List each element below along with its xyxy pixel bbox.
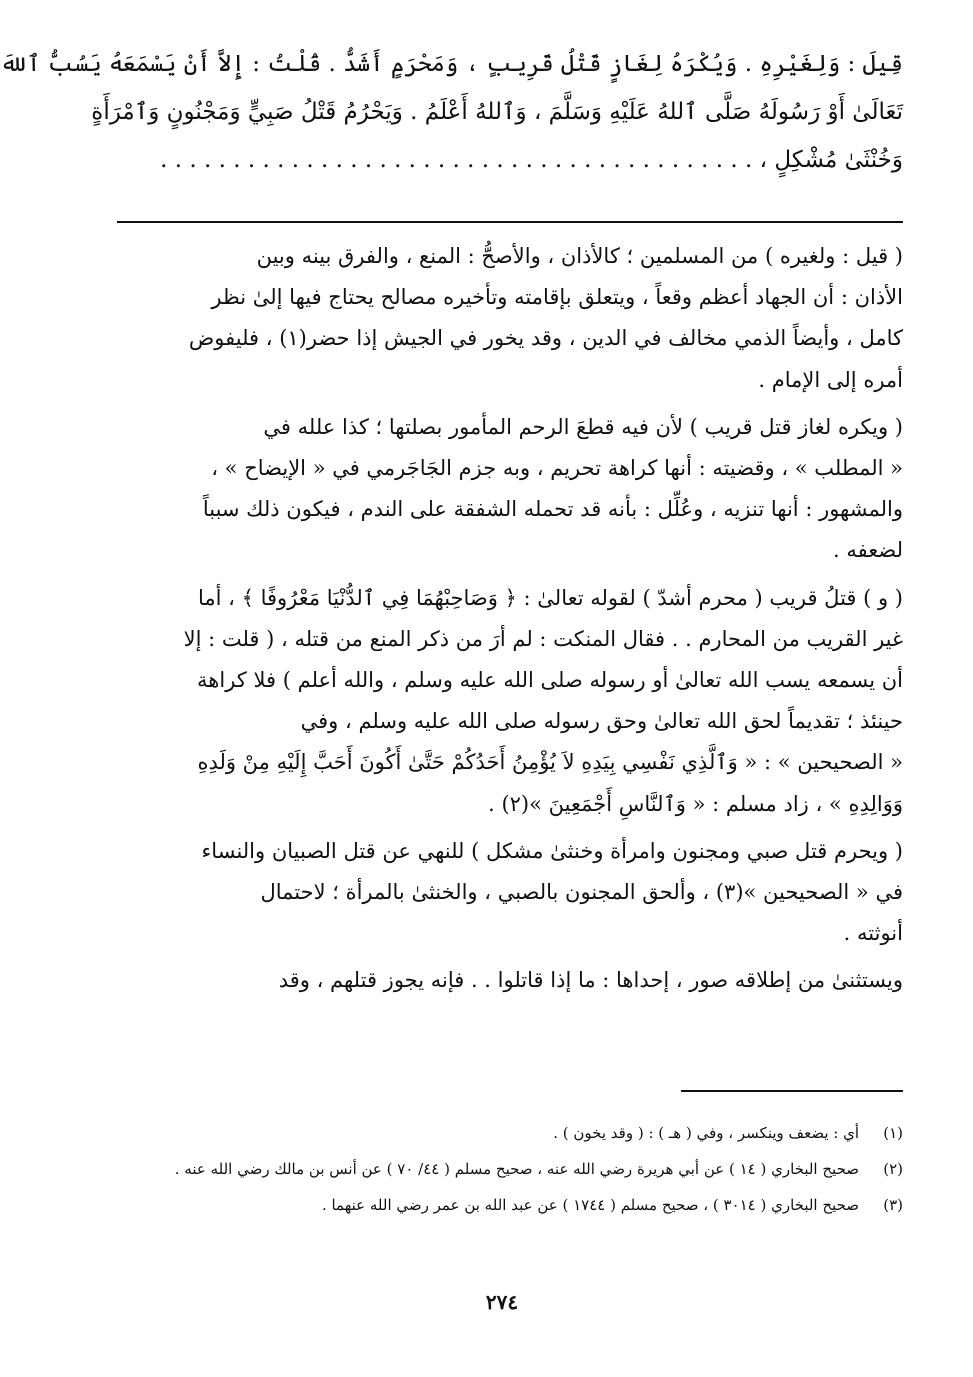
commentary-line: في « الصحيحين »(٣) ، وألحق المجنون بالصبي ، والخنثىٰ بالمرأة ؛ لاحتمال <box>260 880 903 905</box>
matn-line: وَخُنْثَىٰ مُشْكِلٍ ، . . . . . . . . . . . . . . . . . . . . . . . . . . . . . . . . . . . . . . . . . <box>160 147 903 173</box>
commentary-paragraph <box>117 407 903 572</box>
commentary-line: والمشهور : أنها تنزيه ، وعُلِّل : بأنه قد تحمله الشفقة على الندم ، فيكون ذلك سبباً <box>202 497 903 522</box>
footnote-text: أي : يضعف وينكسر ، وفي ( هـ ) : ( وقد يخون ) . <box>553 1124 859 1142</box>
commentary-line: ( ويحرم قتل صبي ومجنون وامرأة وخنثىٰ مشكل ) للنهي عن قتل الصبيان والنساء <box>201 838 903 863</box>
footnote <box>117 1190 903 1220</box>
commentary-paragraph <box>117 831 903 955</box>
commentary-line: ( ويكره لغاز قتل قريب ) لأن فيه قطعَ الرحم المأمور بصلتها ؛ كذا علله في <box>263 414 903 439</box>
commentary-line: ويستثنىٰ من إطلاقه صور ، إحداها : ما إذا قاتلوا . . فإنه يجوز قتلهم ، وقد <box>278 968 903 993</box>
footnote-text: صحيح البخاري ( ٣٠١٤ ) ، صحيح مسلم ( ١٧٤٤ ) عن عبد الله بن عمر رضي الله عنهما . <box>321 1196 859 1214</box>
matn-line: قِيلَ : وَلِغَيْرِهِ . وَيُكْرَهُ لِغَازٍ قَتْلُ قَرِيبٍ ، وَمَحْرَمٍ أَشَدُّ . قُلْتُ : إِلاَّ أَنْ يَسْمَعَهُ يَسُبُّ ٱللهَ <box>0 51 903 77</box>
footnote-number: (١) <box>883 1124 903 1142</box>
commentary-line: لضعفه . <box>833 538 903 563</box>
footnote-number: (٢) <box>883 1160 903 1178</box>
commentary-line: الأذان : أن الجهاد أعظم وقعاً ، ويتعلق بإقامته وتأخيره مصالح يحتاج فيها إلىٰ نظر <box>211 285 903 310</box>
commentary-text-block <box>117 236 903 1002</box>
matn-divider <box>117 221 903 223</box>
footnote <box>117 1118 903 1148</box>
footnote <box>117 1154 903 1184</box>
matn-line: تَعَالَىٰ أَوْ رَسُولَهُ صَلَّى ٱللهُ عَلَيْهِ وَسَلَّمَ ، وَٱللهُ أَعْلَمُ . وَيَحْرُمُ قَتْلُ صَبِيٍّ وَمَجْنُونٍ وَٱمْرَأَةٍ <box>91 99 903 125</box>
commentary-line: غير القريب من المحارم . . فقال المنكت : لم أرَ من ذكر المنع من قتله ، ( قلت : إلا <box>183 626 903 651</box>
commentary-line: « المطلب » ، وقضيته : أنها كراهة تحريم ، وبه جزم الجَاجَرمي في « الإيضاح » ، <box>211 456 903 481</box>
commentary-line: حينئذ ؛ تقديماً لحق الله تعالىٰ وحق رسوله صلى الله عليه وسلم ، وفي <box>300 709 903 734</box>
footnote-text: صحيح البخاري ( ١٤ ) عن أبي هريرة رضي الله عنه ، صحيح مسلم ( ٤٤/ ٧٠ ) عن أنس بن مالك رضي الله عنه . <box>174 1160 859 1178</box>
commentary-line: أنوثته . <box>843 921 903 946</box>
matn-text-block <box>0 40 903 184</box>
footnote-divider <box>681 1090 903 1092</box>
commentary-line: أمره إلى الإمام . <box>758 367 903 392</box>
commentary-line: وَوَالِدِهِ » ، زاد مسلم : « وَٱلنَّاسِ أَجْمَعِينَ »(٢) . <box>488 791 903 816</box>
commentary-line: أن يسمعه يسب الله تعالىٰ أو رسوله صلى الله عليه وسلم ، والله أعلم ) فلا كراهة <box>197 668 903 693</box>
commentary-paragraph <box>117 236 903 401</box>
commentary-line: « الصحيحين » : « وَٱلَّذِي نَفْسِي بِيَدِهِ لاَ يُؤْمِنُ أَحَدُكُمْ حَتَّىٰ أَكُونَ أَحَبَّ إِلَيْهِ مِنْ وَلَدِهِ <box>197 750 903 775</box>
commentary-line: ( و ) قتلُ قريب ( محرم أشدّ ) لقوله تعالىٰ : ﴿ وَصَاحِبْهُمَا فِي ٱلدُّنْيَا مَعْرُوفًا ﴾ ، أما <box>197 585 903 610</box>
commentary-paragraph <box>117 960 903 1001</box>
page-number: ٢٧٤ <box>485 1290 519 1314</box>
commentary-paragraph <box>117 578 903 825</box>
commentary-line: كامل ، وأيضاً الذمي مخالف في الدين ، وقد يخور في الجيش إذا حضر(١) ، فليفوض <box>188 326 903 351</box>
footnotes-block <box>117 1118 903 1226</box>
commentary-line: ( قيل : ولغيره ) من المسلمين ؛ كالأذان ، والأصحُّ : المنع ، والفرق بينه وبين <box>256 244 903 268</box>
footnote-number: (٣) <box>883 1196 903 1214</box>
